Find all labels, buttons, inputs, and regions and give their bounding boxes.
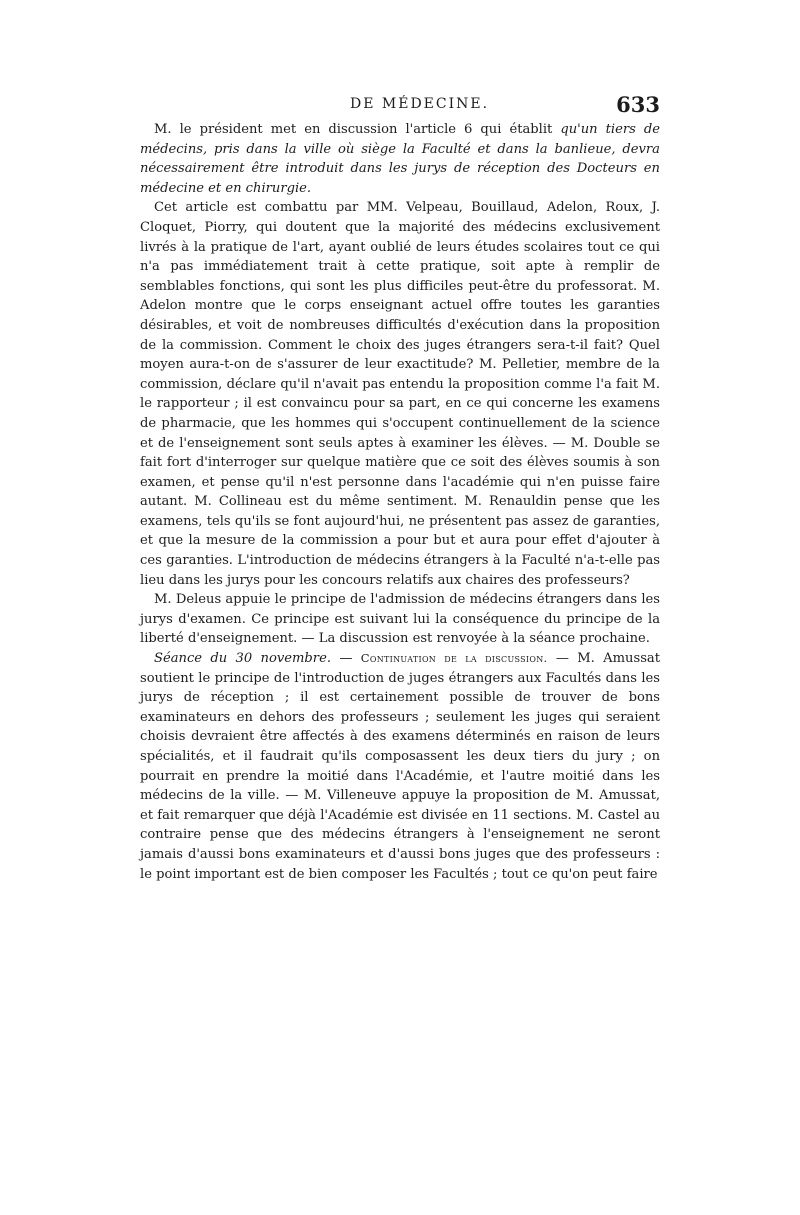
running-title: DE MÉDECINE.: [350, 96, 490, 112]
italic-quote: qu'un tiers de médecins, pris dans la ville où siège la Faculté et dans la banlieue, devra nécessairement être introduit dans les jurys de réception des Docteurs en médecine et en chirurgie.: [140, 122, 660, 196]
text-run: Cet article est combattu par MM. Velpeau, Bouillaud, Adelon, Roux, J. Cloquet, Piorry, qui doutent que la majorité des médecins exclusivement livrés à la pratique de l'art, ayant oublié de leurs études scolaires tout ce qui n'a pas immédiatement trait à cette pratique, soit apte à remplir de semblables fonctions, qui sont les plus difficiles peut-être du professorat. M. Adelon montre que le corps enseignant actuel offre toutes les garanties désirables, et voit de nombreuses difficultés d'exécution dans la proposition de la commission. Comment le choix des juges étrangers sera-t-il fait? Quel moyen aura-t-on de s'assurer de leur exactitude? M. Pelletier, membre de la commission, déclare qu'il n'avait pas entendu la proposition comme l'a fait M. le rapporteur ; il est convaincu pour sa part, en ce qui concerne les examens de pharmacie, que les hommes qui s'occupent continuellement de la science et de l'enseignement sont seuls aptes à examiner les élèves. — M. Double se fait fort d'interroger sur quelque matière que ce soit des élèves soumis à son examen, et pense qu'il n'est personne dans l'académie qui n'en puisse faire autant. M. Collineau est du même sentiment. M. Renauldin pense que les examens, tels qu'ils se font aujourd'hui, ne présentent pas assez de garanties, et que la mesure de la commission a pour but et aura pour effet d'ajouter à ces garanties. L'introduction de médecins étrangers à la Faculté n'a-t-elle pas lieu dans les jurys pour les concours relatifs aux chaires des professeurs?: [140, 200, 660, 588]
running-head: [140, 92, 660, 120]
paragraph-article-6: [140, 120, 660, 198]
text-run: M. Deleus appuie le principe de l'admission de médecins étrangers dans les jurys d'examen. Ce principe est suivant lui la conséquence du principe de la liberté d'enseignement. — La discussion est renvoyée à la séance prochaine.: [140, 592, 660, 647]
section-heading: Continuation de la discussion.: [360, 651, 548, 666]
text-run: M. le président met en discussion l'article 6 qui établit: [154, 122, 561, 137]
text-run: — M. Amussat soutient le principe de l'introduction de juges étrangers aux Facultés dans les jurys de réception ; il est certainement possible de trouver de bons examinateurs en dehors des professeurs ; seulement les juges qui seraient choisis devraient être affectés à des examens déterminés en raison de leurs spécialités, et il faudrait qu'ils composassent les deux tiers du jury ; on pourrait en prendre la moitié dans l'Académie, et l'autre moitié dans les médecins de la ville. — M. Villeneuve appuye la proposition de M. Amussat, et fait remarquer que déjà l'Académie est divisée en 11 sections. M. Castel au contraire pense que des médecins étrangers à l'enseignement ne seront jamais d'aussi bons examinateurs et d'aussi bons juges que des professeurs : le point important est de bien composer les Facultés ; tout ce qu'on peut faire: [140, 651, 660, 882]
session-date: Séance du 30 novembre. —: [154, 651, 361, 667]
paragraph-debate: [140, 198, 660, 590]
paragraph-deleus: [140, 590, 660, 649]
page-number: 633: [616, 92, 660, 117]
paragraph-seance-30-novembre: [140, 649, 660, 884]
document-page: [140, 92, 660, 884]
